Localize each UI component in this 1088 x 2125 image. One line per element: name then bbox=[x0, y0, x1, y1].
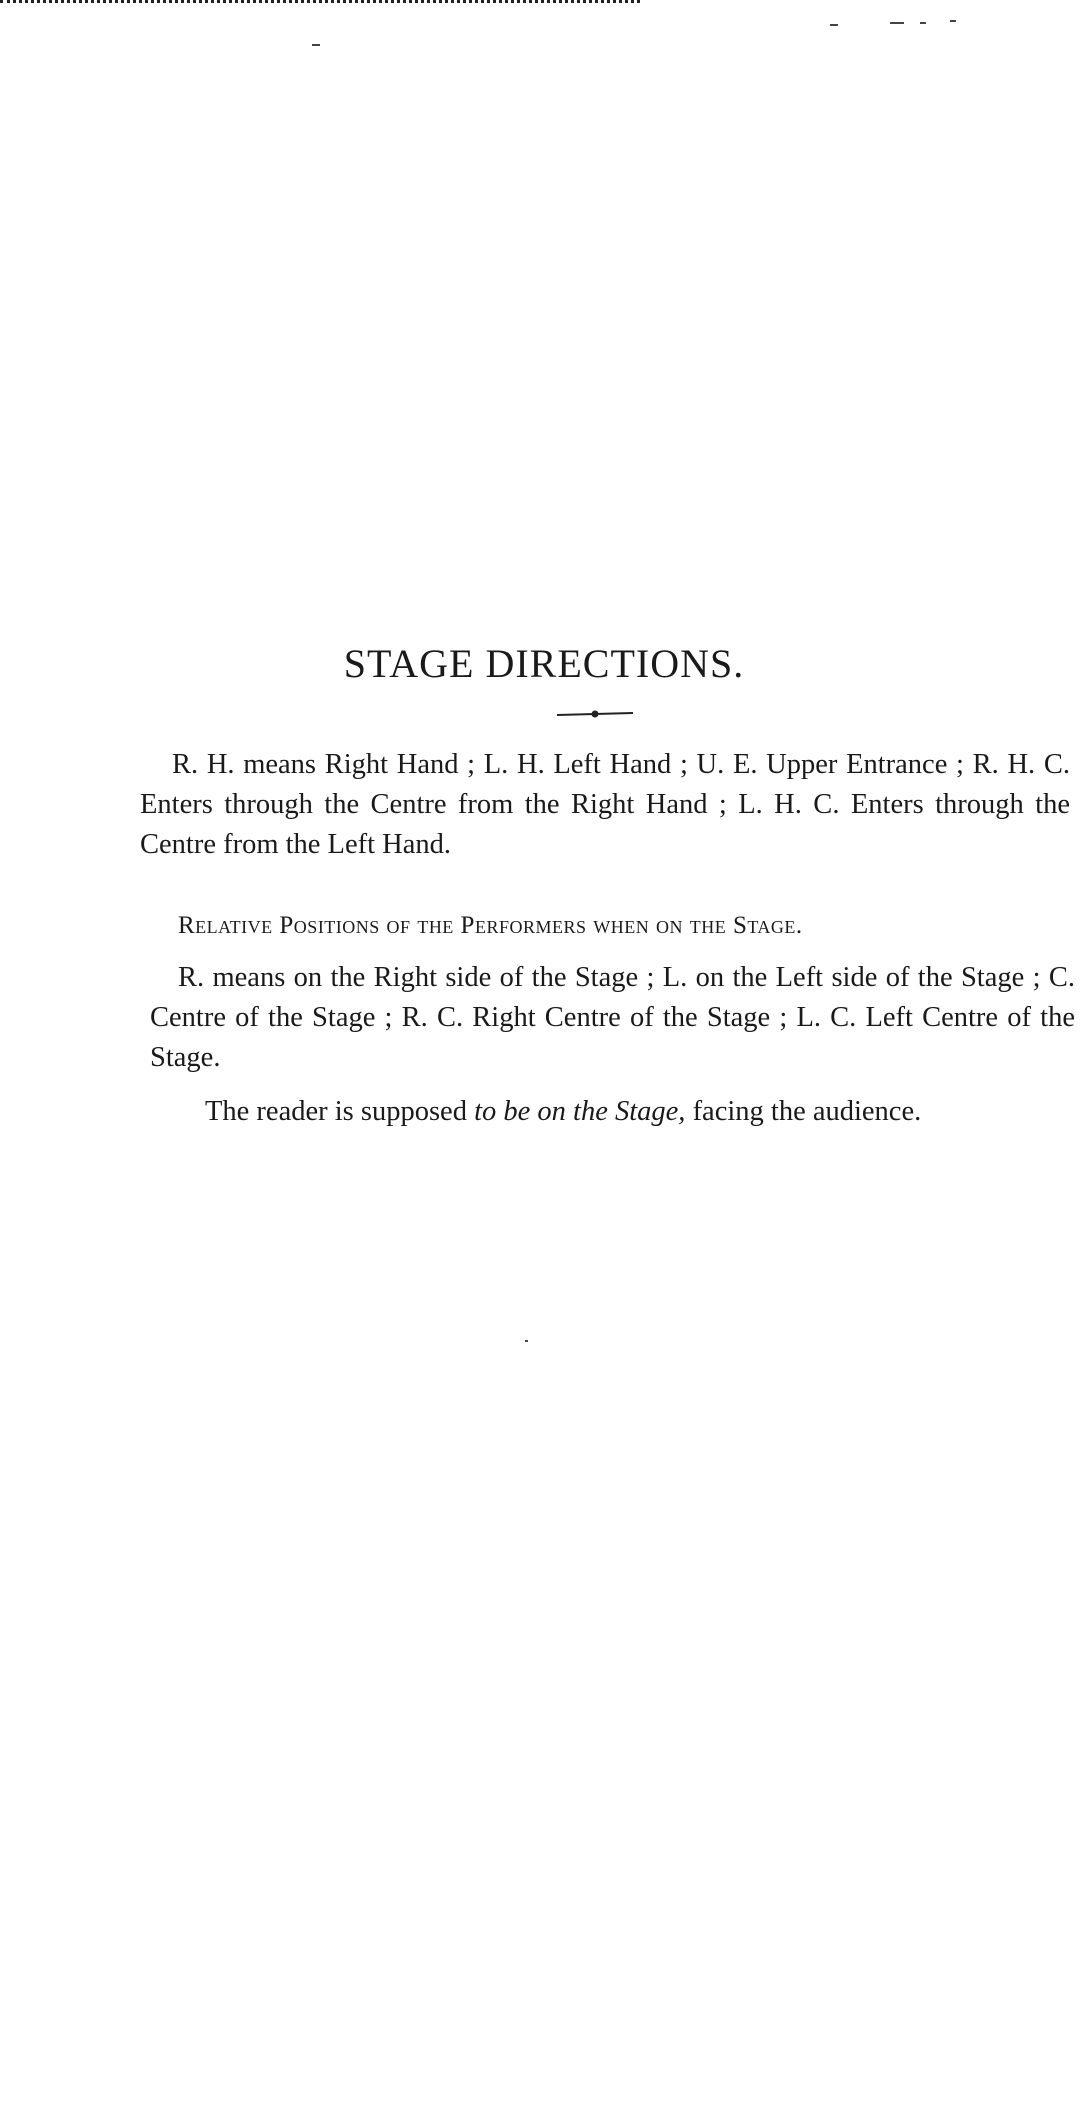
positions-paragraph: R. means on the Right side of the Stage ; L. on the Left side of the Stage ; C. Centre of the Stage ; R. C. Right Centre of the Stage ; L. C. Left Centre of the Stage. bbox=[150, 962, 1075, 1073]
reader-note-end: facing the audience. bbox=[685, 1096, 922, 1127]
reader-note bbox=[205, 1092, 1065, 1132]
abbreviations-paragraph: R. H. means Right Hand ; L. H. Left Hand ; U. E. Upper Entrance ; R. H. C. Enters through the Centre from the Right Hand ; L. H. C. Enters through the Centre from the Left Hand. bbox=[140, 749, 1070, 860]
print-speck bbox=[890, 22, 904, 24]
print-speck bbox=[525, 1340, 528, 1342]
top-dotted-rule bbox=[0, 0, 640, 6]
print-speck bbox=[950, 20, 956, 22]
print-speck bbox=[830, 24, 838, 26]
print-speck bbox=[312, 44, 320, 46]
reader-note-emphasis: to be on the Stage, bbox=[474, 1096, 686, 1127]
print-speck bbox=[920, 22, 926, 24]
positions-subheading: Relative Positions of the Performers when on the Stage. bbox=[178, 912, 803, 939]
title-ornament bbox=[555, 708, 635, 720]
page-title: STAGE DIRECTIONS. bbox=[343, 641, 745, 686]
reader-note-start: The reader is supposed bbox=[205, 1096, 475, 1127]
